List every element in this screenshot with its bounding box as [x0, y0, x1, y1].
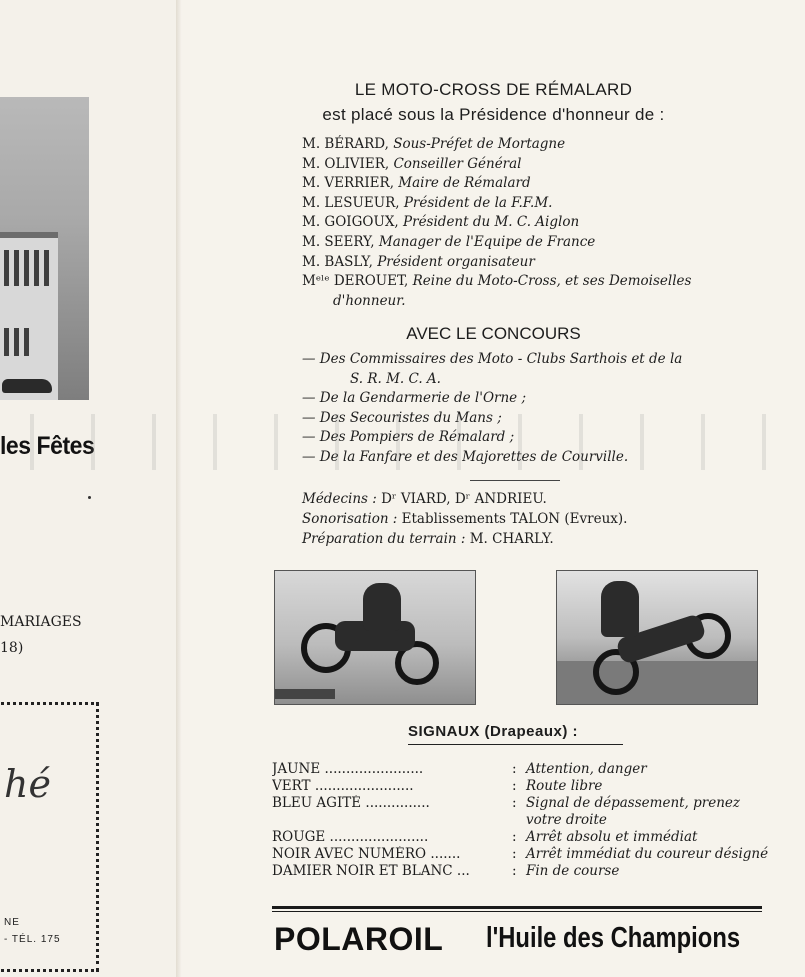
concours-item: — Des Commissaires des Moto - Clubs Sarthois et de la: [302, 351, 683, 367]
signal-label: NOIR AVEC NUMÉRO .......: [272, 846, 461, 862]
signal-colon: :: [512, 795, 517, 811]
credit-line: Sonorisation : Etablissements TALON (Evreux).: [302, 510, 628, 527]
concours-item: — De la Fanfare et des Majorettes de Courville.: [302, 448, 629, 465]
phone-fragment: 18): [0, 640, 24, 656]
building-shape: [0, 232, 58, 400]
concours-title: AVEC LE CONCOURS: [406, 324, 581, 343]
signal-label: BLEU AGITÉ ...............: [272, 795, 430, 811]
signal-label: ROUGE .......................: [272, 829, 429, 845]
signal-label: DAMIER NOIR ET BLANC ...: [272, 863, 470, 879]
signaux-title: SIGNAUX (Drapeaux) :: [408, 723, 579, 740]
left-ad-script: hé: [4, 762, 51, 806]
crowd-shape: [557, 661, 757, 704]
signal-meaning: Arrêt immédiat du coureur désigné: [526, 846, 769, 862]
car-silhouette: [2, 379, 52, 393]
signal-row: [272, 795, 772, 829]
credit-line: Préparation du terrain : M. CHARLY.: [302, 530, 554, 547]
ramp-shape: [275, 689, 335, 699]
polaroil-slogan: l'Huile des Champions: [486, 922, 741, 954]
credits-block: [302, 490, 762, 549]
presidence-item: M. BÉRARD, Sous-Préfet de Mortagne: [302, 136, 566, 152]
signal-meaning: Fin de course: [526, 863, 620, 879]
presidence-item: M. GOIGOUX, Président du M. C. Aiglon: [302, 214, 580, 231]
signal-row: [272, 863, 772, 880]
presidence-item: M. BASLY, Président organisateur: [302, 253, 535, 270]
page-title: LE MOTO-CROSS DE RÉMALARD: [354, 80, 633, 99]
left-ad-line2: - TÉL. 175: [4, 934, 61, 945]
rider-shape: [601, 581, 639, 637]
signal-colon: :: [512, 761, 517, 777]
presidence-item: M. SEERY, Manager de l'Equipe de France: [302, 233, 596, 250]
rider-shape: [363, 583, 401, 631]
motocross-photo-2: [556, 570, 758, 705]
signal-colon: :: [512, 829, 517, 845]
ad-rule-thin: [272, 911, 762, 912]
presidence-item: M. VERRIER, Maire de Rémalard: [302, 175, 531, 192]
signaux-table: [272, 761, 772, 880]
presidence-item: Mᵉˡᵉ DEROUET, Reine du Moto-Cross, et ses Demoiselles: [302, 273, 692, 290]
left-ad-line1: NE: [4, 917, 20, 928]
signal-label: VERT .......................: [272, 778, 414, 794]
credit-line: Médecins : Dʳ VIARD, Dʳ ANDRIEU.: [302, 491, 547, 507]
signal-colon: :: [512, 863, 517, 879]
concours-list: [302, 350, 742, 467]
concours-item: — Des Secouristes du Mans ;: [302, 409, 502, 426]
signal-meaning: Route libre: [526, 778, 603, 794]
signal-row: [272, 829, 772, 846]
signal-meaning: Signal de dépassement, prenez votre droite: [526, 795, 741, 828]
signaux-underline: [408, 744, 623, 745]
signal-meaning: Attention, danger: [526, 761, 647, 777]
signal-row: [272, 761, 772, 778]
polaroil-brand: POLAROIL: [274, 921, 444, 957]
signal-row: [272, 778, 772, 795]
signal-colon: :: [512, 778, 517, 794]
motocross-photo-1: [274, 570, 476, 705]
presidence-continuation: d'honneur.: [333, 292, 406, 309]
presidence-item: M. LESUEUR, Président de la F.F.M.: [302, 194, 553, 211]
left-ad-box: [0, 702, 99, 972]
fetes-heading: les Fêtes: [0, 432, 95, 460]
signal-label: JAUNE .......................: [272, 761, 424, 777]
ad-rule-thick: [272, 906, 762, 909]
page-subtitle: est placé sous la Présidence d'honneur de :: [322, 105, 665, 124]
presidence-list: [302, 135, 742, 311]
left-page: [0, 0, 178, 977]
mariages-text: MARIAGES: [0, 614, 82, 630]
section-divider: [470, 480, 560, 481]
signal-colon: :: [512, 846, 517, 862]
concours-item: — Des Pompiers de Rémalard ;: [302, 429, 515, 445]
signal-row: [272, 846, 772, 863]
concours-item: S. R. M. C. A.: [350, 370, 441, 387]
bullet-dot: [88, 496, 91, 499]
building-photo: [0, 97, 89, 400]
presidence-item: M. OLIVIER, Conseiller Général: [302, 155, 522, 172]
signal-meaning: Arrêt absolu et immédiat: [526, 829, 698, 845]
concours-item: — De la Gendarmerie de l'Orne ;: [302, 390, 527, 406]
